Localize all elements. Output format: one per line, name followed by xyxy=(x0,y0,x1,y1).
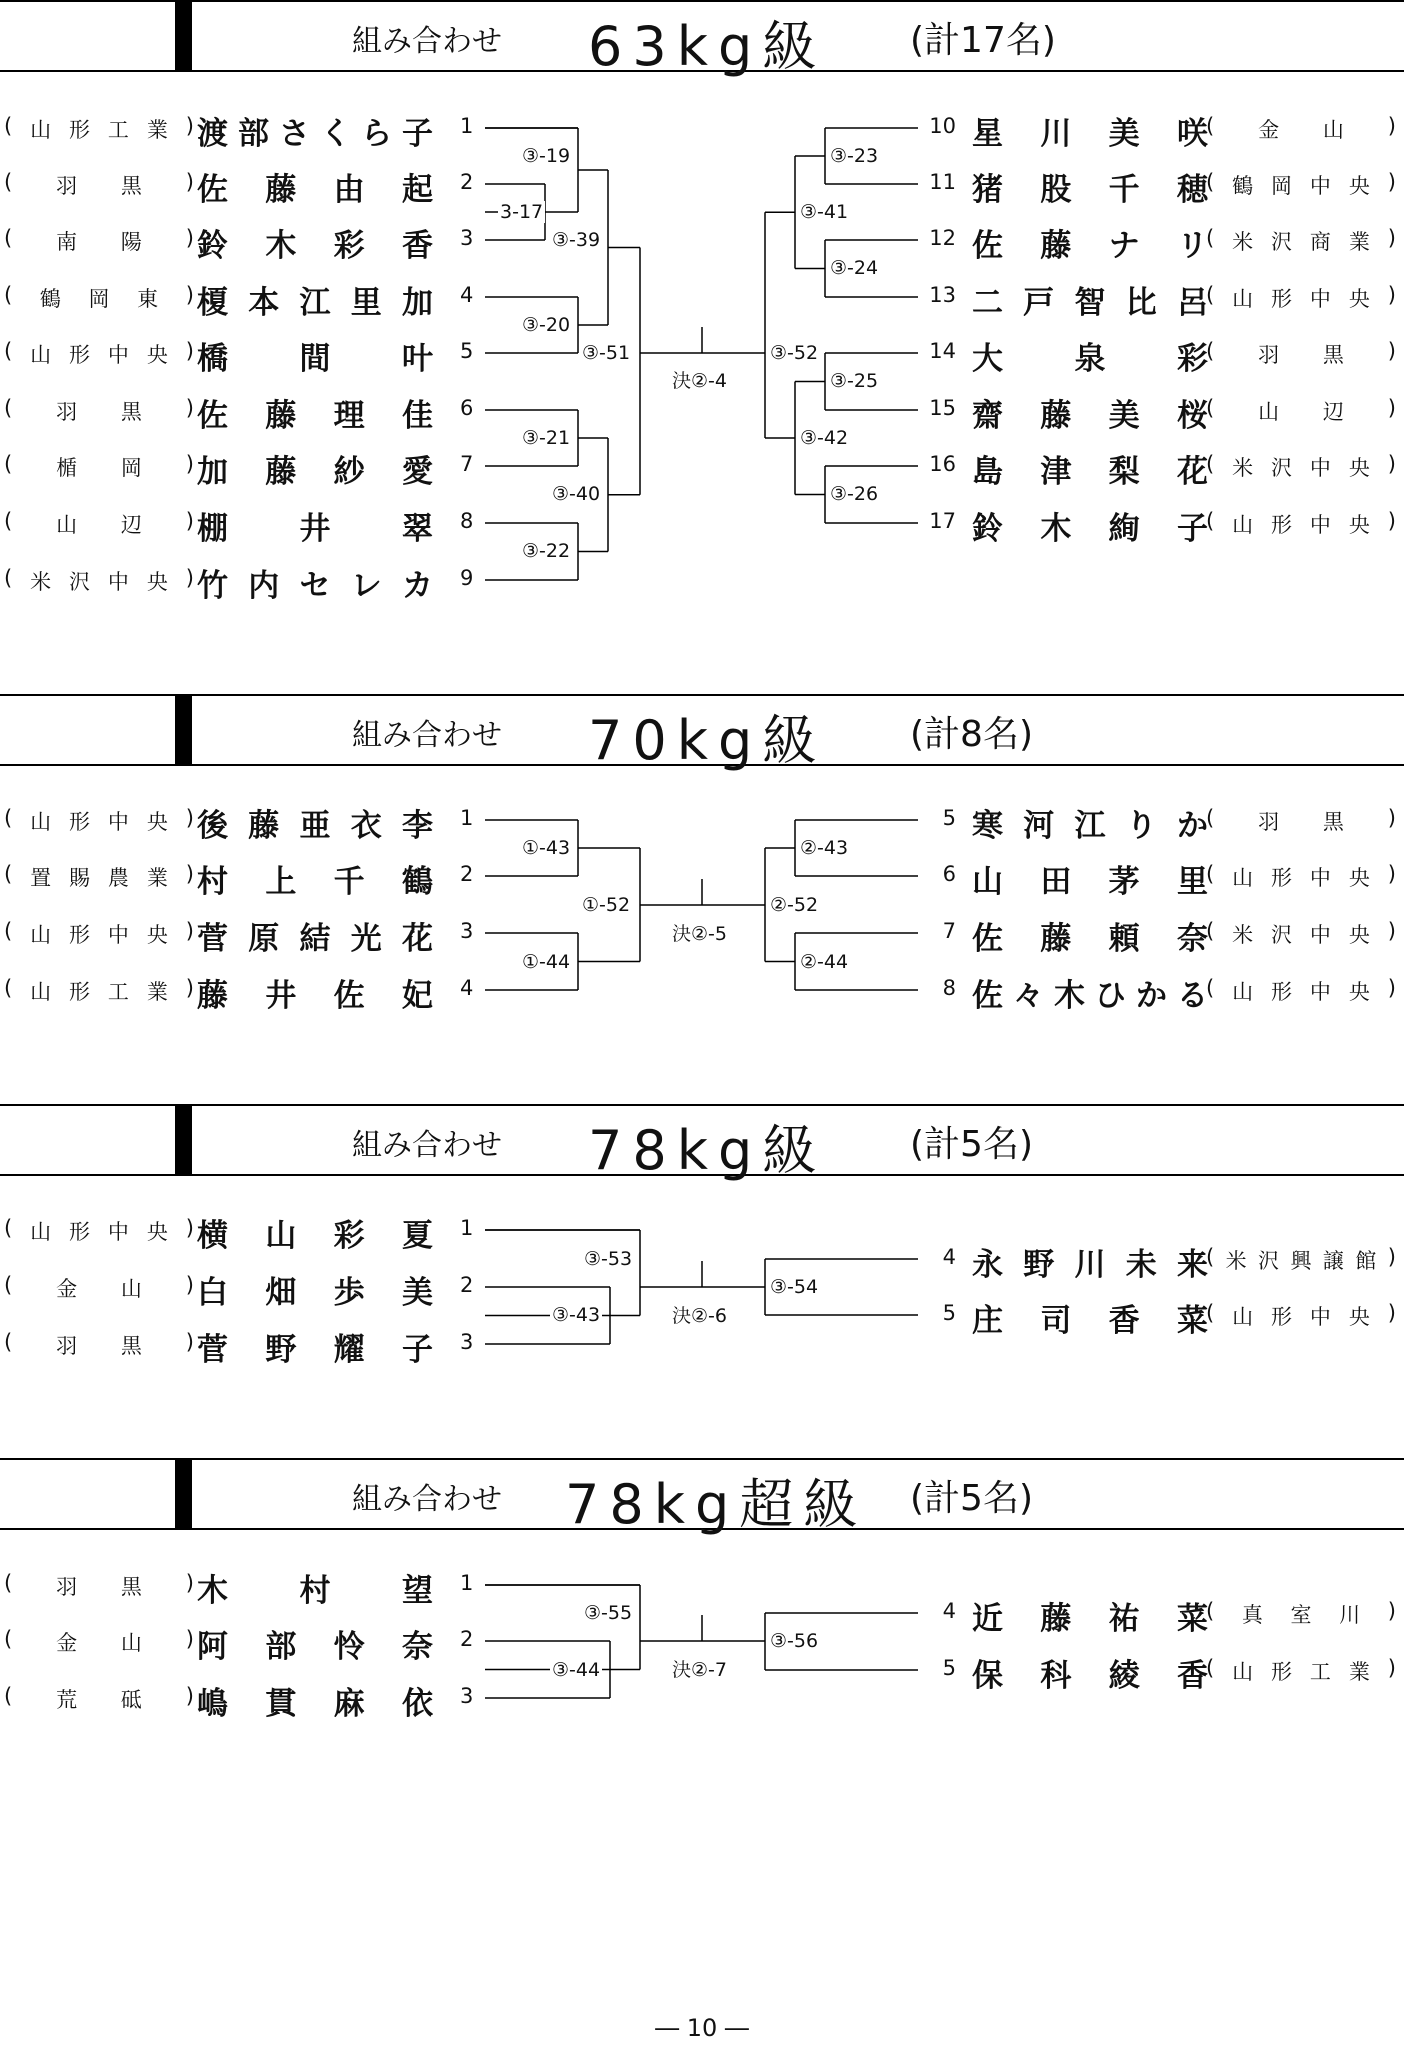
school-name: ( 山 形 工 業 ) xyxy=(1206,1656,1396,1684)
competitor-number: 9 xyxy=(460,566,474,590)
match-number: ③-21 xyxy=(522,427,571,449)
school-name: ( 山 形 中 央 ) xyxy=(4,919,194,947)
competitor-name: 二 戸 智 比 呂 xyxy=(972,285,1208,321)
match-number: ③-41 xyxy=(800,201,849,223)
competitor-name: 後 藤 亜 衣 李 xyxy=(197,808,433,844)
competitor-number: 4 xyxy=(460,283,474,307)
school-name: ( 置 賜 農 業 ) xyxy=(4,862,194,890)
match-number: 決②-4 xyxy=(672,370,727,392)
match-number: 3-17 xyxy=(500,201,544,223)
competitor-number: 1 xyxy=(460,806,474,830)
match-number: ③-22 xyxy=(522,540,571,562)
school-name: ( 山 形 中 央 ) xyxy=(4,806,194,834)
entry-count: (計17名) xyxy=(910,20,1056,61)
match-number: ②-43 xyxy=(800,837,849,859)
competitor-name: 加 藤 紗 愛 xyxy=(197,454,433,490)
competitor-name: 藤 井 佐 妃 xyxy=(197,978,433,1014)
school-name: ( 米 沢 中 央 ) xyxy=(4,566,194,594)
match-number: ②-44 xyxy=(800,951,849,973)
competitor-number: 11 xyxy=(929,170,956,194)
match-number: ③-44 xyxy=(552,1659,601,1681)
school-name: ( 南 陽 ) xyxy=(4,226,194,254)
competitor-row xyxy=(0,277,1404,321)
section-header xyxy=(0,694,1404,772)
school-name: ( 山 形 中 央 ) xyxy=(1206,509,1396,537)
competitor-number: 16 xyxy=(929,452,956,476)
section-label: 組み合わせ xyxy=(352,1482,502,1517)
competitor-row xyxy=(0,446,1404,490)
competitor-name: 星 川 美 咲 xyxy=(972,116,1208,152)
competitor-name: 近 藤 祐 菜 xyxy=(972,1601,1208,1637)
competitor-number: 14 xyxy=(929,339,956,363)
competitor-name: 寒 河 江 り か xyxy=(972,808,1208,844)
competitor-number: 2 xyxy=(460,170,474,194)
competitor-number: 8 xyxy=(942,976,956,1000)
competitor-number: 3 xyxy=(460,1330,474,1354)
match-number: ③-43 xyxy=(552,1304,601,1326)
competitor-number: 8 xyxy=(460,509,474,533)
weight-class-title: 63kg級 xyxy=(588,15,827,78)
competitor-name: 渡 部 さ く ら 子 xyxy=(197,116,433,152)
competitor-name: 横 山 彩 夏 xyxy=(197,1218,433,1254)
section-header xyxy=(0,0,1404,78)
match-number: ③-39 xyxy=(552,229,601,251)
competitor-number: 3 xyxy=(460,1684,474,1708)
school-name: ( 山 形 中 央 ) xyxy=(4,339,194,367)
school-name: ( 山 形 中 央 ) xyxy=(1206,862,1396,890)
competitor-row xyxy=(0,856,1404,900)
competitor-name: 嶋 貫 麻 依 xyxy=(197,1686,433,1722)
entry-count: (計5名) xyxy=(910,1478,1033,1519)
competitor-number: 6 xyxy=(942,862,956,886)
school-name: ( 荒 砥 ) xyxy=(4,1684,194,1712)
competitor-name: 庄 司 香 菜 xyxy=(972,1303,1208,1339)
match-number: 決②-7 xyxy=(672,1659,727,1681)
competitor-name: 白 畑 歩 美 xyxy=(197,1275,433,1311)
competitor-name: 竹 内 セ レ カ xyxy=(197,568,433,604)
competitor-name: 佐 藤 頼 奈 xyxy=(972,921,1208,957)
section-label: 組み合わせ xyxy=(352,718,502,753)
school-name: ( 山 形 中 央 ) xyxy=(1206,1301,1396,1329)
competitor-name: 島 津 梨 花 xyxy=(972,454,1208,490)
competitor-number: 3 xyxy=(460,226,474,250)
school-name: ( 山 形 中 央 ) xyxy=(1206,976,1396,1004)
competitor-row xyxy=(0,220,1404,264)
competitor-name: 榎 本 江 里 加 xyxy=(197,285,433,321)
competitor-name: 大 泉 彩 xyxy=(972,341,1208,377)
competitor-row xyxy=(0,333,1404,377)
competitor-number: 1 xyxy=(460,114,474,138)
match-number: ②-52 xyxy=(770,894,819,916)
competitor-number: 1 xyxy=(460,1571,474,1595)
competitor-row xyxy=(0,108,1404,152)
match-number: 決②-6 xyxy=(672,1305,727,1327)
school-name: ( 羽 黒 ) xyxy=(4,396,194,424)
weight-class-title: 78kg級 xyxy=(588,1119,827,1182)
competitor-name: 鈴 木 絢 子 xyxy=(972,511,1208,547)
competitor-name: 佐 々 木 ひ か る xyxy=(972,978,1208,1014)
school-name: ( 鶴 岡 東 ) xyxy=(4,283,194,311)
competitor-number: 13 xyxy=(929,283,956,307)
competitor-number: 10 xyxy=(929,114,956,138)
match-number: ③-40 xyxy=(552,483,601,505)
entry-count: (計8名) xyxy=(910,714,1033,755)
school-name: ( 羽 黒 ) xyxy=(1206,339,1396,367)
school-name: ( 金 山 ) xyxy=(4,1273,194,1301)
match-number: ③-23 xyxy=(830,145,879,167)
competitor-number: 6 xyxy=(460,396,474,420)
school-name: ( 米 沢 商 業 ) xyxy=(1206,226,1396,254)
competitor-number: 2 xyxy=(460,1273,474,1297)
match-number: ①-44 xyxy=(522,951,571,973)
competitor-row xyxy=(0,560,1404,604)
competitor-number: 7 xyxy=(942,919,956,943)
competitor-name: 阿 部 怜 奈 xyxy=(197,1629,433,1665)
section-header xyxy=(0,1458,1404,1536)
school-name: ( 山 形 工 業 ) xyxy=(4,114,194,142)
match-number: ③-56 xyxy=(770,1630,819,1652)
weight-class-title: 78kg超級 xyxy=(565,1473,868,1536)
school-name: ( 鶴 岡 中 央 ) xyxy=(1206,170,1396,198)
competitor-row xyxy=(0,970,1404,1014)
school-name: ( 羽 黒 ) xyxy=(4,1571,194,1599)
competitor-name: 猪 股 千 穂 xyxy=(972,172,1208,208)
section-label: 組み合わせ xyxy=(352,24,502,59)
competitor-name: 菅 野 耀 子 xyxy=(197,1332,433,1368)
competitor-number: 5 xyxy=(460,339,474,363)
match-number: ③-20 xyxy=(522,314,571,336)
school-name: ( 米 沢 興 譲 館 ) xyxy=(1206,1245,1396,1273)
competitor-number: 5 xyxy=(942,1656,956,1680)
match-number: ③-25 xyxy=(830,370,879,392)
school-name: ( 羽 黒 ) xyxy=(4,1330,194,1358)
school-name: ( 山 形 工 業 ) xyxy=(4,976,194,1004)
competitor-row xyxy=(0,390,1404,434)
match-number: ③-26 xyxy=(830,483,879,505)
competitor-name: 保 科 綾 香 xyxy=(972,1658,1208,1694)
school-name: ( 金 山 ) xyxy=(4,1627,194,1655)
competitor-name: 棚 井 翠 xyxy=(197,511,433,547)
match-number: ③-51 xyxy=(582,342,631,364)
competitor-number: 15 xyxy=(929,396,956,420)
page-number: ― 10 ― xyxy=(655,2014,749,2042)
competitor-number: 4 xyxy=(460,976,474,1000)
competitor-name: 佐 藤 由 起 xyxy=(197,172,433,208)
section-label: 組み合わせ xyxy=(352,1128,502,1163)
competitor-name: 菅 原 結 光 花 xyxy=(197,921,433,957)
match-number: ③-24 xyxy=(830,257,879,279)
competitor-number: 4 xyxy=(942,1599,956,1623)
school-name: ( 山 形 中 央 ) xyxy=(4,1216,194,1244)
weight-class-title: 70kg級 xyxy=(588,709,827,772)
competitor-row xyxy=(0,1593,1404,1637)
competitor-number: 2 xyxy=(460,862,474,886)
school-name: ( 羽 黒 ) xyxy=(4,170,194,198)
competitor-name: 村 上 千 鶴 xyxy=(197,864,433,900)
school-name: ( 真 室 川 ) xyxy=(1206,1599,1396,1627)
school-name: ( 金 山 ) xyxy=(1206,114,1396,142)
competitor-row xyxy=(0,503,1404,547)
competitor-name: 永 野 川 未 来 xyxy=(972,1247,1208,1283)
match-number: ③-52 xyxy=(770,342,819,364)
competitor-row xyxy=(0,1239,1404,1283)
school-name: ( 山 形 中 央 ) xyxy=(1206,283,1396,311)
school-name: ( 米 沢 中 央 ) xyxy=(1206,919,1396,947)
competitor-name: 齋 藤 美 桜 xyxy=(972,398,1208,434)
competitor-number: 5 xyxy=(942,806,956,830)
competitor-name: 鈴 木 彩 香 xyxy=(197,228,433,264)
competitor-number: 5 xyxy=(942,1301,956,1325)
competitor-name: 佐 藤 ナ リ xyxy=(972,228,1208,264)
competitor-row xyxy=(0,164,1404,208)
competitor-name: 佐 藤 理 佳 xyxy=(197,398,433,434)
match-number: ③-53 xyxy=(584,1248,633,1270)
school-name: ( 羽 黒 ) xyxy=(1206,806,1396,834)
school-name: ( 楯 岡 ) xyxy=(4,452,194,480)
competitor-number: 12 xyxy=(929,226,956,250)
competitor-number: 3 xyxy=(460,919,474,943)
competitor-number: 7 xyxy=(460,452,474,476)
match-number: ①-52 xyxy=(582,894,631,916)
competitor-name: 山 田 茅 里 xyxy=(972,864,1208,900)
match-number: ③-55 xyxy=(584,1602,633,1624)
school-name: ( 山 辺 ) xyxy=(1206,396,1396,424)
match-number: ①-43 xyxy=(522,837,571,859)
match-number: 決②-5 xyxy=(672,923,727,945)
competitor-row xyxy=(0,800,1404,844)
competitor-number: 17 xyxy=(929,509,956,533)
competitor-number: 4 xyxy=(942,1245,956,1269)
competitor-number: 2 xyxy=(460,1627,474,1651)
competitor-name: 木 村 望 xyxy=(197,1573,433,1609)
match-number: ③-42 xyxy=(800,427,849,449)
match-number: ③-54 xyxy=(770,1276,819,1298)
competitor-number: 1 xyxy=(460,1216,474,1240)
entry-count: (計5名) xyxy=(910,1124,1033,1165)
match-number: ③-19 xyxy=(522,145,571,167)
section-header xyxy=(0,1104,1404,1182)
school-name: ( 山 辺 ) xyxy=(4,509,194,537)
school-name: ( 米 沢 中 央 ) xyxy=(1206,452,1396,480)
competitor-name: 橋 間 叶 xyxy=(197,341,433,377)
